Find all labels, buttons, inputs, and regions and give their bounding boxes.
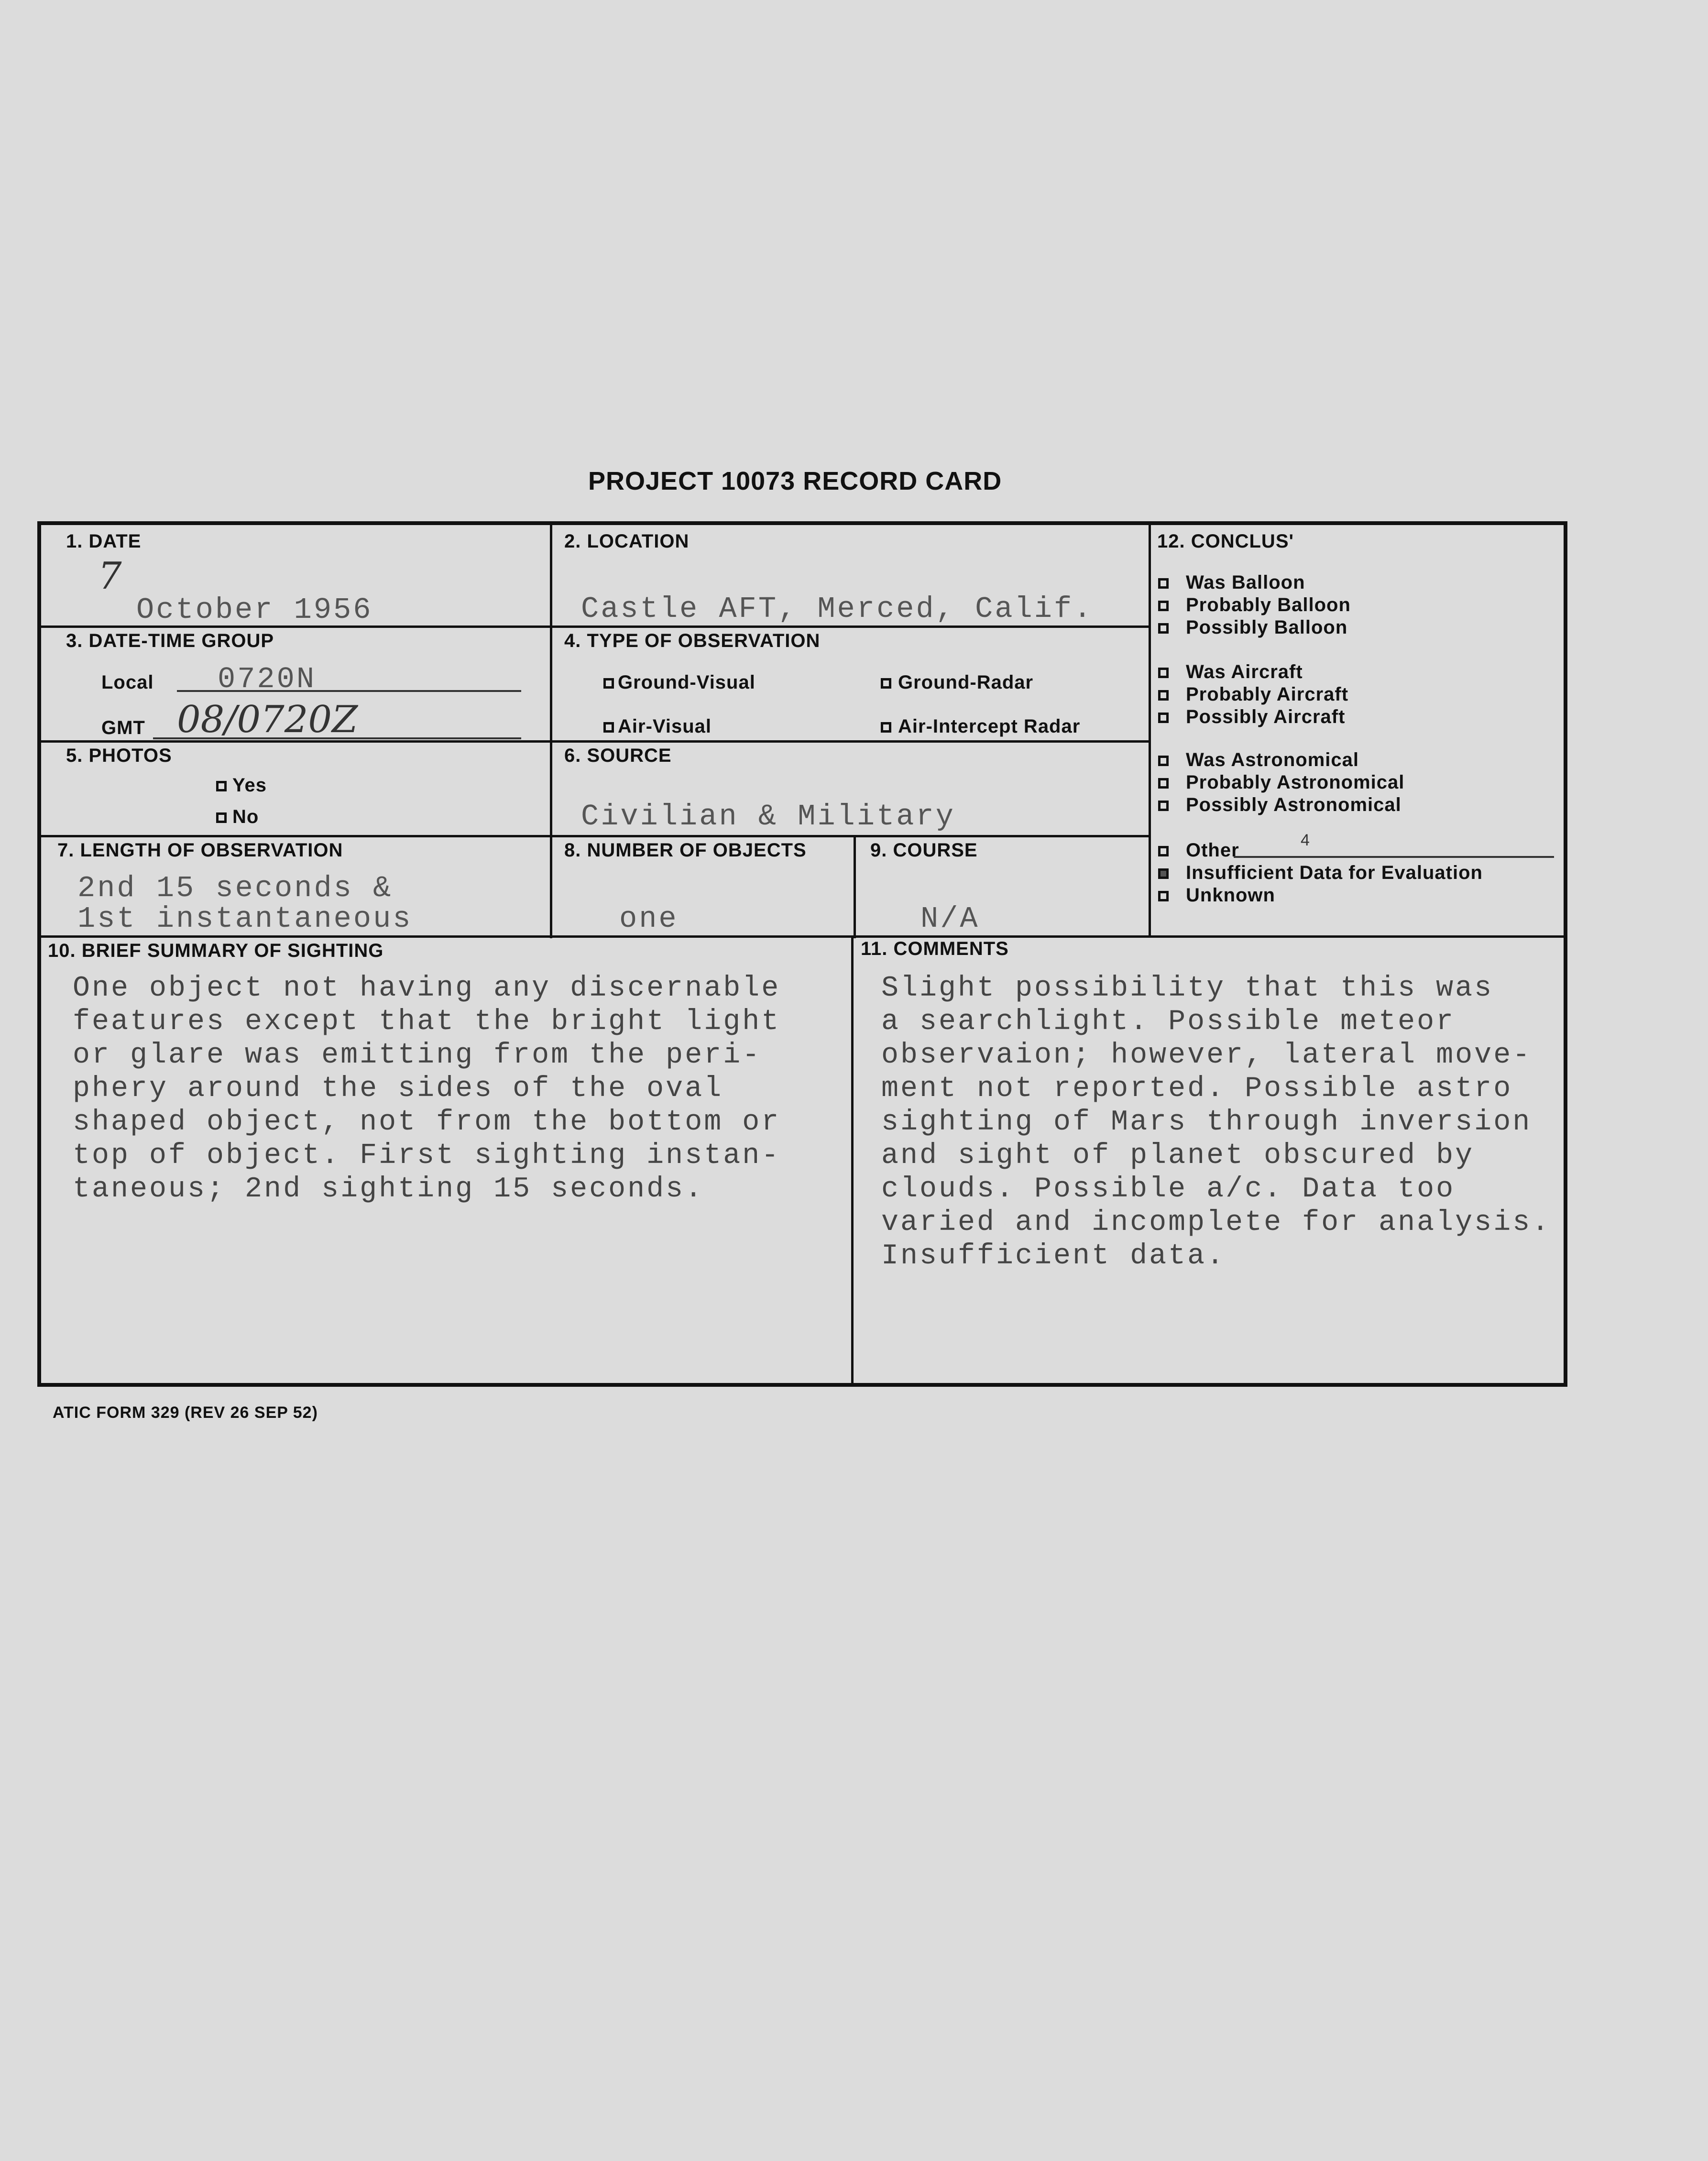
comments-line: observaion; however, lateral move- <box>881 1039 1532 1072</box>
checkbox[interactable] <box>1158 846 1169 856</box>
comments-label: 11. COMMENTS <box>861 938 1009 959</box>
date-time-group-label: 3. DATE-TIME GROUP <box>66 630 274 651</box>
checkbox[interactable] <box>1158 668 1169 678</box>
course-value: N/A <box>920 902 980 936</box>
option-probably-balloon[interactable]: Probably Balloon <box>1158 594 1351 616</box>
checkbox[interactable] <box>1158 578 1169 589</box>
other-underline <box>1234 856 1554 858</box>
type-of-observation-label: 4. TYPE OF OBSERVATION <box>564 630 821 651</box>
option-other[interactable]: Other <box>1158 840 1239 861</box>
option-was-aircraft[interactable]: Was Aircraft <box>1158 661 1303 683</box>
checkbox[interactable] <box>603 678 614 689</box>
comments-line: varied and incomplete for analysis. <box>881 1207 1551 1239</box>
source-value: Civilian & Military <box>581 800 955 834</box>
comments-line: clouds. Possible a/c. Data too <box>881 1173 1456 1206</box>
checkbox[interactable] <box>1158 756 1169 766</box>
local-label: Local <box>101 672 154 693</box>
summary-label: 10. BRIEF SUMMARY OF SIGHTING <box>48 940 384 961</box>
checkbox[interactable] <box>1158 690 1169 701</box>
gmt-underline <box>153 737 521 739</box>
checkbox[interactable] <box>881 722 891 733</box>
location-value: Castle AFT, Merced, Calif. <box>581 592 1094 626</box>
comments-line: Insufficient data. <box>881 1240 1226 1272</box>
divider <box>854 835 856 938</box>
option-probably-astronomical[interactable]: Probably Astronomical <box>1158 772 1404 793</box>
option-unknown[interactable]: Unknown <box>1158 885 1275 906</box>
checkbox[interactable] <box>216 812 227 823</box>
form-number: ATIC FORM 329 (REV 26 SEP 52) <box>53 1404 318 1422</box>
date-day-handwritten: 7 <box>98 555 122 598</box>
option-photos-no[interactable]: No <box>216 806 259 828</box>
summary-line: or glare was emitting from the peri- <box>73 1039 762 1072</box>
other-mark: 4 <box>1301 831 1310 849</box>
source-label: 6. SOURCE <box>564 745 672 766</box>
option-possibly-astronomical[interactable]: Possibly Astronomical <box>1158 794 1401 816</box>
gmt-label: GMT <box>101 717 145 738</box>
length-line-2: 1st instantaneous <box>77 902 413 936</box>
summary-line: taneous; 2nd sighting 15 seconds. <box>73 1173 704 1206</box>
option-photos-yes[interactable]: Yes <box>216 775 267 796</box>
option-was-balloon[interactable]: Was Balloon <box>1158 572 1305 593</box>
checkbox[interactable] <box>216 781 227 791</box>
option-probably-aircraft[interactable]: Probably Aircraft <box>1158 684 1348 705</box>
photos-label: 5. PHOTOS <box>66 745 172 766</box>
summary-line: features except that the bright light <box>73 1006 781 1038</box>
option-ground-radar[interactable]: Ground-Radar <box>881 672 1033 693</box>
checkbox[interactable] <box>603 722 614 733</box>
length-line-1: 2nd 15 seconds & <box>77 871 393 905</box>
option-ground-visual[interactable]: Ground-Visual <box>603 672 755 693</box>
course-label: 9. COURSE <box>870 840 978 861</box>
summary-line: top of object. First sighting instan- <box>73 1140 781 1172</box>
checkbox[interactable] <box>1158 601 1169 611</box>
number-of-objects-label: 8. NUMBER OF OBJECTS <box>564 840 807 861</box>
summary-line: One object not having any discernable <box>73 972 781 1005</box>
summary-line: phery around the sides of the oval <box>73 1073 723 1105</box>
summary-line: shaped object, not from the bottom or <box>73 1106 781 1139</box>
comments-line: a searchlight. Possible meteor <box>881 1006 1456 1038</box>
checkbox[interactable] <box>881 678 891 689</box>
divider <box>550 523 552 938</box>
summary-text <box>73 972 780 1206</box>
date-value: October 1956 <box>136 593 373 627</box>
location-label: 2. LOCATION <box>564 531 690 552</box>
gmt-value: 08/0720Z <box>177 698 358 741</box>
length-of-observation-label: 7. LENGTH OF OBSERVATION <box>57 840 343 861</box>
comments-line: ment not reported. Possible astro <box>881 1073 1513 1105</box>
comments-text <box>881 972 1551 1273</box>
checkbox[interactable] <box>1158 778 1169 789</box>
option-insufficient-data[interactable]: Insufficient Data for Evaluation <box>1158 862 1483 884</box>
divider <box>1149 523 1151 935</box>
option-air-intercept-radar[interactable]: Air-Intercept Radar <box>881 716 1080 737</box>
date-label: 1. DATE <box>66 531 142 552</box>
comments-line: and sight of planet obscured by <box>881 1140 1475 1172</box>
local-underline <box>177 690 521 692</box>
card-title: PROJECT 10073 RECORD CARD <box>588 467 1002 495</box>
option-possibly-balloon[interactable]: Possibly Balloon <box>1158 617 1347 638</box>
comments-line: Slight possibility that this was <box>881 972 1494 1005</box>
local-value: 0720N <box>218 662 317 696</box>
checkbox[interactable] <box>1158 801 1169 811</box>
option-possibly-aircraft[interactable]: Possibly Aircraft <box>1158 706 1345 728</box>
option-air-visual[interactable]: Air-Visual <box>603 716 712 737</box>
number-of-objects-value: one <box>619 902 679 936</box>
checkbox[interactable] <box>1158 891 1169 901</box>
checkbox-checked[interactable] <box>1158 868 1169 879</box>
divider <box>851 935 854 1385</box>
checkbox[interactable] <box>1158 713 1169 723</box>
comments-line: sighting of Mars through inversion <box>881 1106 1532 1139</box>
option-was-astronomical[interactable]: Was Astronomical <box>1158 749 1359 771</box>
divider <box>39 835 1150 837</box>
checkbox[interactable] <box>1158 623 1169 634</box>
conclusion-label: 12. CONCLUS' <box>1157 531 1294 552</box>
